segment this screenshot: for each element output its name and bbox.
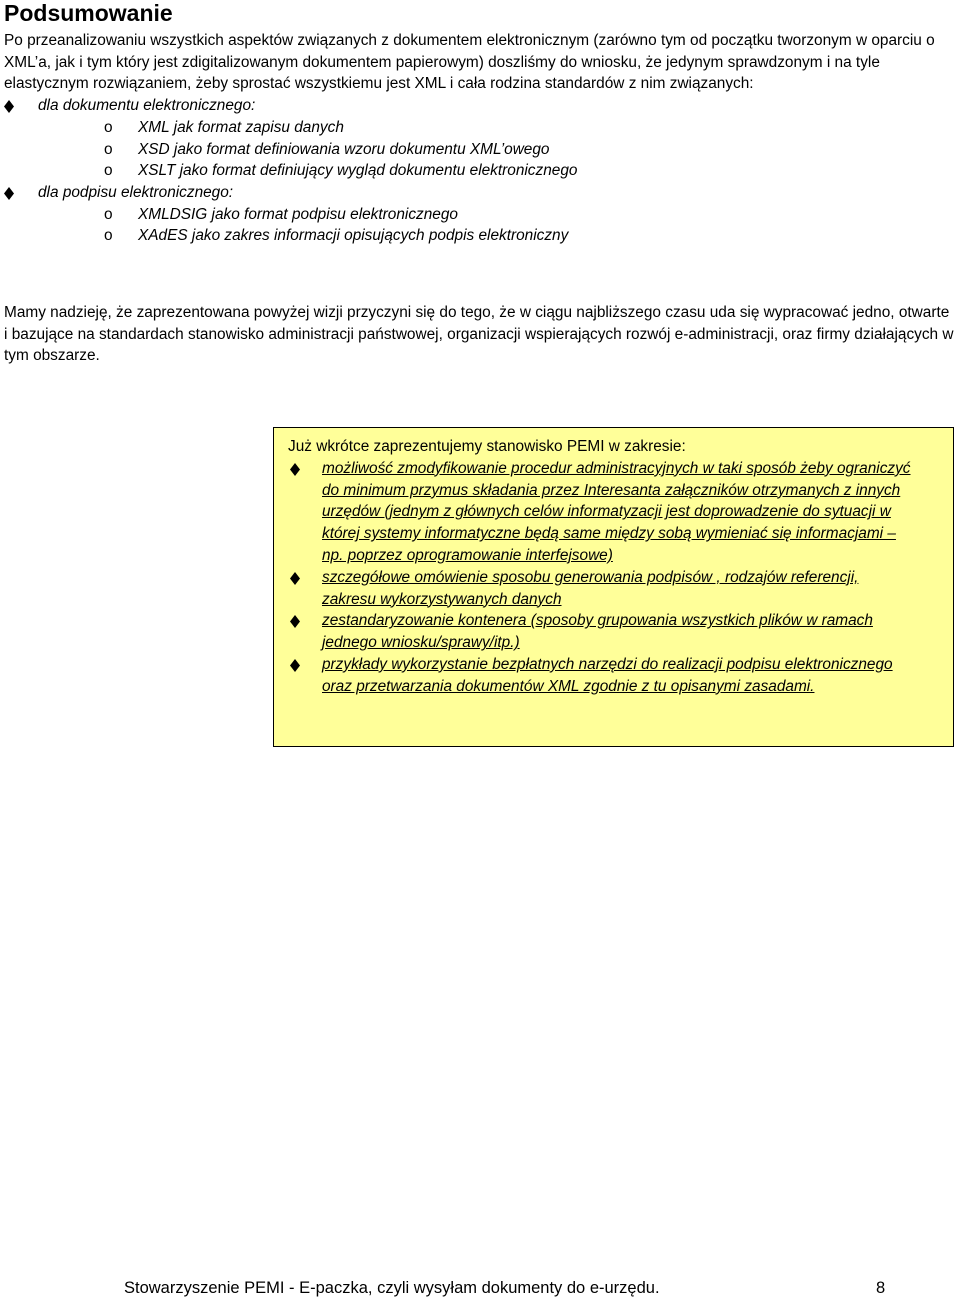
- page-footer: Stowarzyszenie PEMI - E-paczka, czyli wysyłam dokumenty do e-urzędu.: [124, 1279, 660, 1297]
- diamond-bullet-icon: [290, 572, 300, 585]
- group-document: [4, 95, 954, 117]
- announcement-list: [288, 458, 943, 698]
- announcement-item-text: zestandaryzowanie kontenera (sposoby grupowania wszystkich plików w ramach jednego wniosku/sprawy/itp.): [322, 612, 873, 652]
- intro-paragraph: Po przeanalizowaniu wszystkich aspektów związanych z dokumentem elektronicznym (zarówno tym od początku tworzonym w oparciu o XML’a, jak i tym który jest zdigitalizowanym dokumentem papierowym) doszliśmy do wniosku, że jedynym sprawdzonym i na tyle elastycznym rozwiązaniem, żeby sprostać wszystkiemu jest XML i cała rodzina standardów z nim związanych:: [4, 32, 935, 93]
- list-item: [4, 225, 954, 247]
- page-title: Podsumowanie: [4, 0, 173, 26]
- conclusion-paragraph: Mamy nadzieję, że zaprezentowana powyżej wizji przyczyni się do tego, że w ciągu najbliższego czasu uda się wypracować jedno, otwarte i bazujące na standardach stanowisko administracji państwowej, organizacji wspierających rozwój e-administracji, oraz firmy działających w tym obszarze.: [4, 304, 954, 365]
- list-item: [4, 117, 954, 139]
- group-label: dla podpisu elektronicznego:: [38, 183, 234, 201]
- circle-bullet: o: [104, 118, 113, 136]
- circle-bullet: o: [104, 140, 113, 158]
- diamond-bullet-icon: [4, 100, 14, 113]
- diamond-bullet-icon: [290, 659, 300, 672]
- list-item-text: XSD jako format definiowania wzoru dokumentu XML’owego: [138, 140, 550, 158]
- circle-bullet: o: [104, 205, 113, 223]
- announcement-item: [288, 654, 943, 698]
- group-label: dla dokumentu elektronicznego:: [38, 97, 256, 115]
- intro-section: [4, 30, 954, 247]
- diamond-bullet-icon: [290, 615, 300, 628]
- list-item: [4, 204, 954, 226]
- circle-bullet: o: [104, 162, 113, 180]
- diamond-bullet-icon: [4, 187, 14, 200]
- announcement-item-text: przykłady wykorzystanie bezpłatnych narzędzi do realizacji podpisu elektronicznego oraz przetwarzania dokumentów XML zgodnie z tu opisanymi zasadami.: [322, 655, 893, 695]
- announcement-heading: Już wkrótce zaprezentujemy stanowisko PEMI w zakresie:: [288, 438, 686, 455]
- list-item-text: XMLDSIG jako format podpisu elektronicznego: [138, 205, 458, 223]
- list-item-text: XSLT jako format definiujący wygląd dokumentu elektronicznego: [138, 162, 578, 180]
- announcement-item: [288, 567, 943, 611]
- page-number: 8: [876, 1279, 886, 1297]
- list-item-text: XAdES jako zakres informacji opisujących podpis elektroniczny: [138, 227, 569, 245]
- announcement-box: [273, 427, 954, 747]
- list-item: [4, 139, 954, 161]
- list-item: [4, 160, 954, 182]
- diamond-bullet-icon: [290, 463, 300, 476]
- announcement-item-text: szczegółowe omówienie sposobu generowania podpisów , rodzajów referencji, zakresu wykorzystywanych danych: [322, 568, 859, 608]
- list-item-text: XML jak format zapisu danych: [138, 118, 344, 136]
- group-signature: [4, 182, 954, 204]
- announcement-item: [288, 610, 943, 654]
- announcement-item: [288, 458, 943, 567]
- circle-bullet: o: [104, 227, 113, 245]
- announcement-item-text: możliwość zmodyfikowanie procedur administracyjnych w taki sposób żeby ograniczyć do minimum przymus składania przez Interesanta załączników otrzymanych z innych urzędów (jednym z głównych celów informatyzacji jest doprowadzenie do sytuacji w której systemy informatyczne będą same między sobą wymieniać się informacjami – np. poprzez oprogramowanie interfejsowe): [322, 459, 911, 564]
